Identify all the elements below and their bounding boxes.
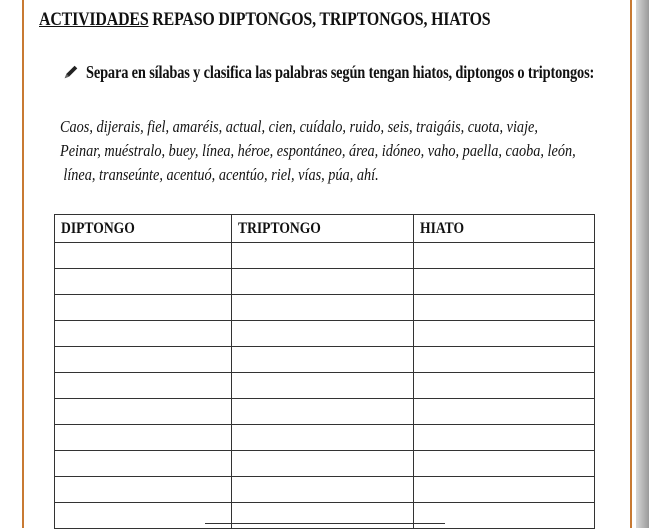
answer-cell-diptongo[interactable]: [55, 373, 232, 399]
table-row: [55, 295, 595, 321]
answer-cell-triptongo[interactable]: [232, 477, 414, 503]
answer-cell-diptongo[interactable]: [55, 451, 232, 477]
instruction: [62, 62, 649, 83]
table-row: [55, 269, 595, 295]
answer-cell-diptongo[interactable]: [55, 243, 232, 269]
answer-cell-hiato[interactable]: [414, 451, 595, 477]
answer-cell-hiato[interactable]: [414, 347, 595, 373]
answer-cell-hiato[interactable]: [414, 295, 595, 321]
answer-cell-diptongo[interactable]: [55, 477, 232, 503]
left-margin-rule: [22, 0, 24, 528]
answer-cell-triptongo[interactable]: [232, 243, 414, 269]
answer-cell-hiato[interactable]: [414, 477, 595, 503]
pencil-icon: [62, 63, 80, 81]
word-line-1: Caos, dijerais, fiel, amaréis, actual, cien, cuídalo, ruido, seis, traigáis, cuota, viaje,: [60, 117, 538, 136]
answer-cell-triptongo[interactable]: [232, 269, 414, 295]
answer-cell-triptongo[interactable]: [232, 321, 414, 347]
instruction-text: Separa en sílabas y clasifica las palabras según tengan hiatos, diptongos o triptongos:: [86, 62, 595, 82]
answer-cell-hiato[interactable]: [414, 269, 595, 295]
answer-cell-diptongo[interactable]: [55, 399, 232, 425]
title-underlined-part: ACTIVIDADES: [39, 10, 149, 30]
table-row: [55, 243, 595, 269]
answer-cell-diptongo[interactable]: [55, 503, 232, 529]
answer-cell-diptongo[interactable]: [55, 347, 232, 373]
header-diptongo: DIPTONGO: [55, 215, 232, 243]
answer-cell-diptongo[interactable]: [55, 425, 232, 451]
table-body: [55, 243, 595, 529]
classification-table: [54, 214, 595, 529]
answer-cell-hiato[interactable]: [414, 373, 595, 399]
table-row: [55, 425, 595, 451]
header-triptongo: TRIPTONGO: [232, 215, 414, 243]
answer-cell-hiato[interactable]: [414, 243, 595, 269]
table-row: [55, 399, 595, 425]
table-row: [55, 373, 595, 399]
answer-cell-hiato[interactable]: [414, 503, 595, 529]
table-header-row: [55, 215, 595, 243]
answer-cell-triptongo[interactable]: [232, 399, 414, 425]
table-row: [55, 321, 595, 347]
answer-cell-hiato[interactable]: [414, 399, 595, 425]
worksheet-title: [39, 10, 490, 31]
word-line-3: línea, transeúnte, acentuó, acentúo, riel, vías, púa, ahí.: [63, 165, 379, 184]
answer-cell-triptongo[interactable]: [232, 347, 414, 373]
answer-cell-hiato[interactable]: [414, 321, 595, 347]
answer-cell-triptongo[interactable]: [232, 451, 414, 477]
answer-cell-diptongo[interactable]: [55, 269, 232, 295]
answer-cell-triptongo[interactable]: [232, 503, 414, 529]
bottom-signature-line: [205, 523, 445, 524]
answer-cell-triptongo[interactable]: [232, 373, 414, 399]
table-row: [55, 477, 595, 503]
table-row: [55, 347, 595, 373]
answer-cell-triptongo[interactable]: [232, 295, 414, 321]
answer-cell-triptongo[interactable]: [232, 425, 414, 451]
answer-cell-hiato[interactable]: [414, 425, 595, 451]
header-hiato: HIATO: [414, 215, 595, 243]
answer-cell-diptongo[interactable]: [55, 295, 232, 321]
answer-cell-diptongo[interactable]: [55, 321, 232, 347]
title-rest: REPASO DIPTONGOS, TRIPTONGOS, HIATOS: [148, 10, 491, 30]
word-line-2: Peinar, muéstralo, buey, línea, héroe, espontáneo, área, idóneo, vaho, paella, caoba, león,: [60, 141, 576, 160]
table-row: [55, 503, 595, 529]
word-list: [60, 115, 649, 187]
table-row: [55, 451, 595, 477]
